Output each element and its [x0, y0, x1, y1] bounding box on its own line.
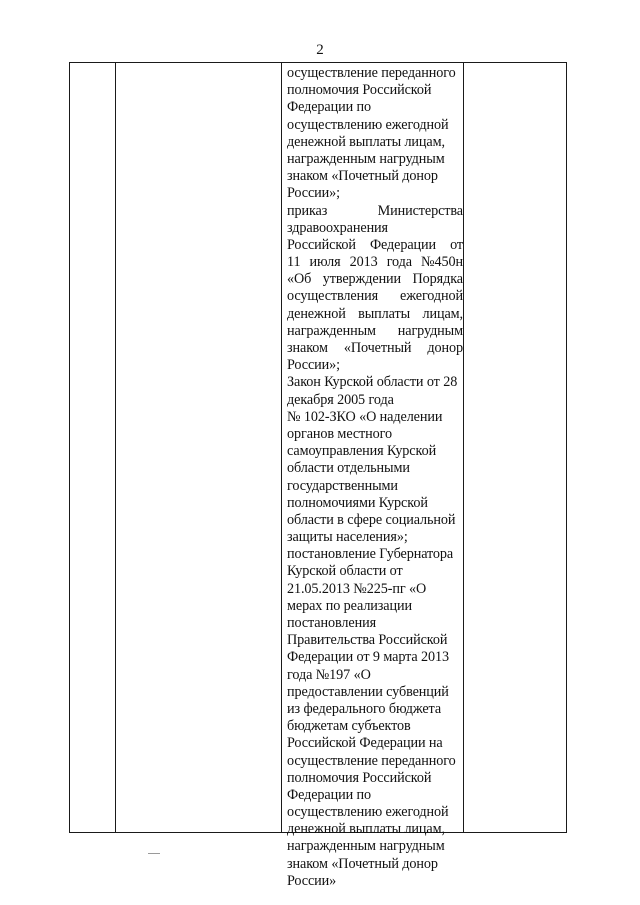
legal-basis-line: награжденным нагрудным — [287, 838, 445, 855]
legal-basis-line: полномочиями Курской — [287, 494, 428, 511]
legal-basis-line: денежной выплаты лицам, — [287, 821, 445, 838]
legal-basis-line: Российской Федерации от — [287, 236, 463, 253]
legal-basis-line: из федерального бюджета — [287, 700, 442, 717]
legal-basis-line: № 102-ЗКО «О наделении — [287, 408, 443, 425]
legal-basis-line: России»; — [287, 357, 340, 374]
legal-basis-line: защиты населения»; — [287, 529, 408, 546]
legal-basis-line: награжденным нагрудным — [287, 150, 445, 167]
legal-basis-line: Федерации по — [287, 786, 372, 803]
legal-basis-line: бюджетам субъектов — [287, 718, 411, 735]
legal-basis-line: самоуправления Курской — [287, 443, 437, 460]
legal-basis-line: мерах по реализации — [287, 597, 412, 614]
legal-basis-line: России»; — [287, 185, 340, 202]
legal-basis-line: осуществлению ежегодной — [287, 804, 449, 821]
legal-basis-line: осуществление переданного — [287, 65, 456, 81]
legal-basis-line: Российской Федерации на — [287, 735, 443, 752]
legal-basis-line: Курской области от — [287, 563, 403, 580]
legal-basis-line: Федерации от 9 марта 2013 — [287, 649, 450, 666]
legal-basis-line: органов местного — [287, 425, 393, 442]
column-divider-2 — [281, 63, 282, 832]
legal-basis-line: знаком «Почетный донор — [287, 340, 463, 356]
legal-basis-line: денежной выплаты лицам, — [287, 305, 463, 322]
legal-basis-line: осуществлению ежегодной — [287, 116, 449, 133]
legal-basis-line: области отдельными — [287, 460, 410, 477]
legal-basis-line: осуществления ежегодной — [287, 288, 463, 305]
legal-basis-line: полномочия Российской — [287, 769, 432, 786]
legal-basis-line: Закон Курской области от 28 — [287, 374, 458, 391]
legal-basis-cell — [287, 65, 463, 890]
legal-basis-line: 11 июля 2013 года №450н — [287, 254, 463, 271]
page-number: 2 — [316, 42, 324, 58]
legal-basis-line: России» — [287, 872, 337, 889]
legal-basis-line: «Об утверждении Порядка — [287, 271, 463, 288]
legal-basis-line: предоставлении субвенций — [287, 683, 449, 700]
column-divider-1 — [115, 63, 116, 832]
legal-basis-line: награжденным нагрудным — [287, 322, 463, 339]
legal-basis-line: знаком «Почетный донор — [287, 855, 438, 872]
footer-mark — [148, 853, 160, 854]
legal-basis-line: Правительства Российской — [287, 632, 448, 649]
legal-basis-line: области в сфере социальной — [287, 511, 456, 528]
legal-basis-line: постановление Губернатора — [287, 546, 454, 563]
legal-basis-line: знаком «Почетный донор — [287, 168, 438, 185]
legal-basis-line: Федерации по — [287, 99, 372, 116]
legal-basis-line: здравоохранения — [287, 219, 388, 236]
legal-basis-line: декабря 2005 года — [287, 391, 394, 408]
legal-basis-line: 21.05.2013 №225-пг «О — [287, 580, 427, 597]
legal-basis-line: государственными — [287, 477, 398, 494]
legal-basis-line: осуществление переданного — [287, 752, 456, 769]
legal-basis-line: приказ Министерства — [287, 202, 463, 219]
legal-basis-line: денежной выплаты лицам, — [287, 133, 445, 150]
legal-basis-line: постановления — [287, 615, 376, 631]
legal-basis-line: года №197 «О — [287, 666, 371, 683]
legal-basis-line: полномочия Российской — [287, 82, 432, 99]
column-divider-3 — [463, 63, 464, 832]
document-table — [69, 62, 567, 889]
